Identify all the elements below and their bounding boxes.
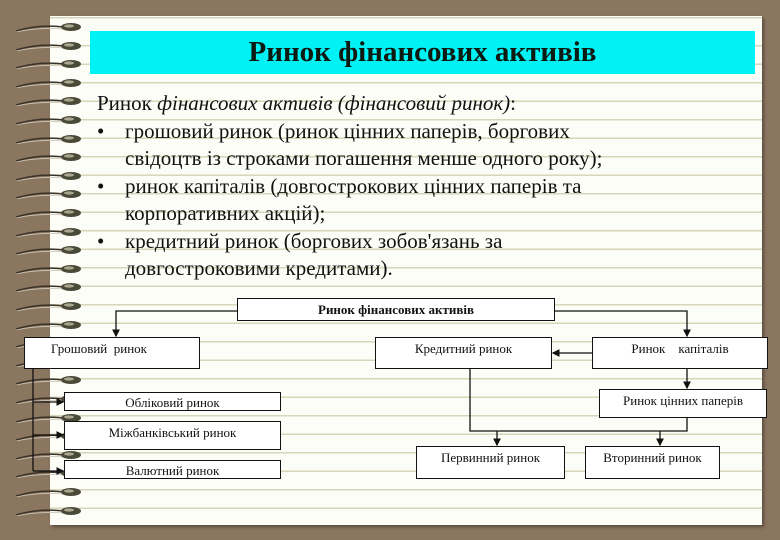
- bullet-line: кредитний ринок (боргових зобов'язань за: [125, 228, 503, 253]
- connector-arrow: [116, 311, 237, 336]
- box-currency-market: Валютний ринок: [64, 460, 281, 479]
- connector-arrow: [555, 311, 687, 336]
- box-credit-market: Кредитний ринок: [375, 337, 552, 369]
- bullet-dot: •: [97, 173, 105, 198]
- box-capital-market: Ринок капіталів: [592, 337, 768, 369]
- box-primary-market: Первинний ринок: [416, 446, 565, 479]
- intro-normal: Ринок: [97, 91, 158, 115]
- box-securities-market: Ринок цінних паперів: [599, 389, 767, 418]
- bullet-line: корпоративних акцій);: [125, 201, 326, 225]
- title-text: Ринок фінансових активів: [248, 36, 597, 68]
- intro-italic: фінансових активів (фінансовий ринок): [157, 91, 511, 115]
- box-secondary-market: Вторинний ринок: [585, 446, 720, 479]
- box-money-market: Грошовий ринок: [24, 337, 200, 369]
- bullet-line: довгостроковими кредитами).: [125, 256, 393, 280]
- bullet-line: ринок капіталів (довгострокових цінних паперів та: [125, 173, 582, 198]
- bullet-dot: •: [97, 118, 105, 143]
- bullet-line: грошовий ринок (ринок цінних паперів, боргових: [125, 118, 570, 143]
- box-discount-market: Обліковий ринок: [64, 392, 281, 411]
- box-root: Ринок фінансових активів: [237, 298, 555, 321]
- intro-tail: :: [510, 91, 517, 115]
- bullet-dot: •: [97, 228, 105, 253]
- box-interbank-market: Міжбанківський ринок: [64, 421, 281, 450]
- bullet-line: свідоцтв із строками погашення менше одного року);: [125, 146, 603, 170]
